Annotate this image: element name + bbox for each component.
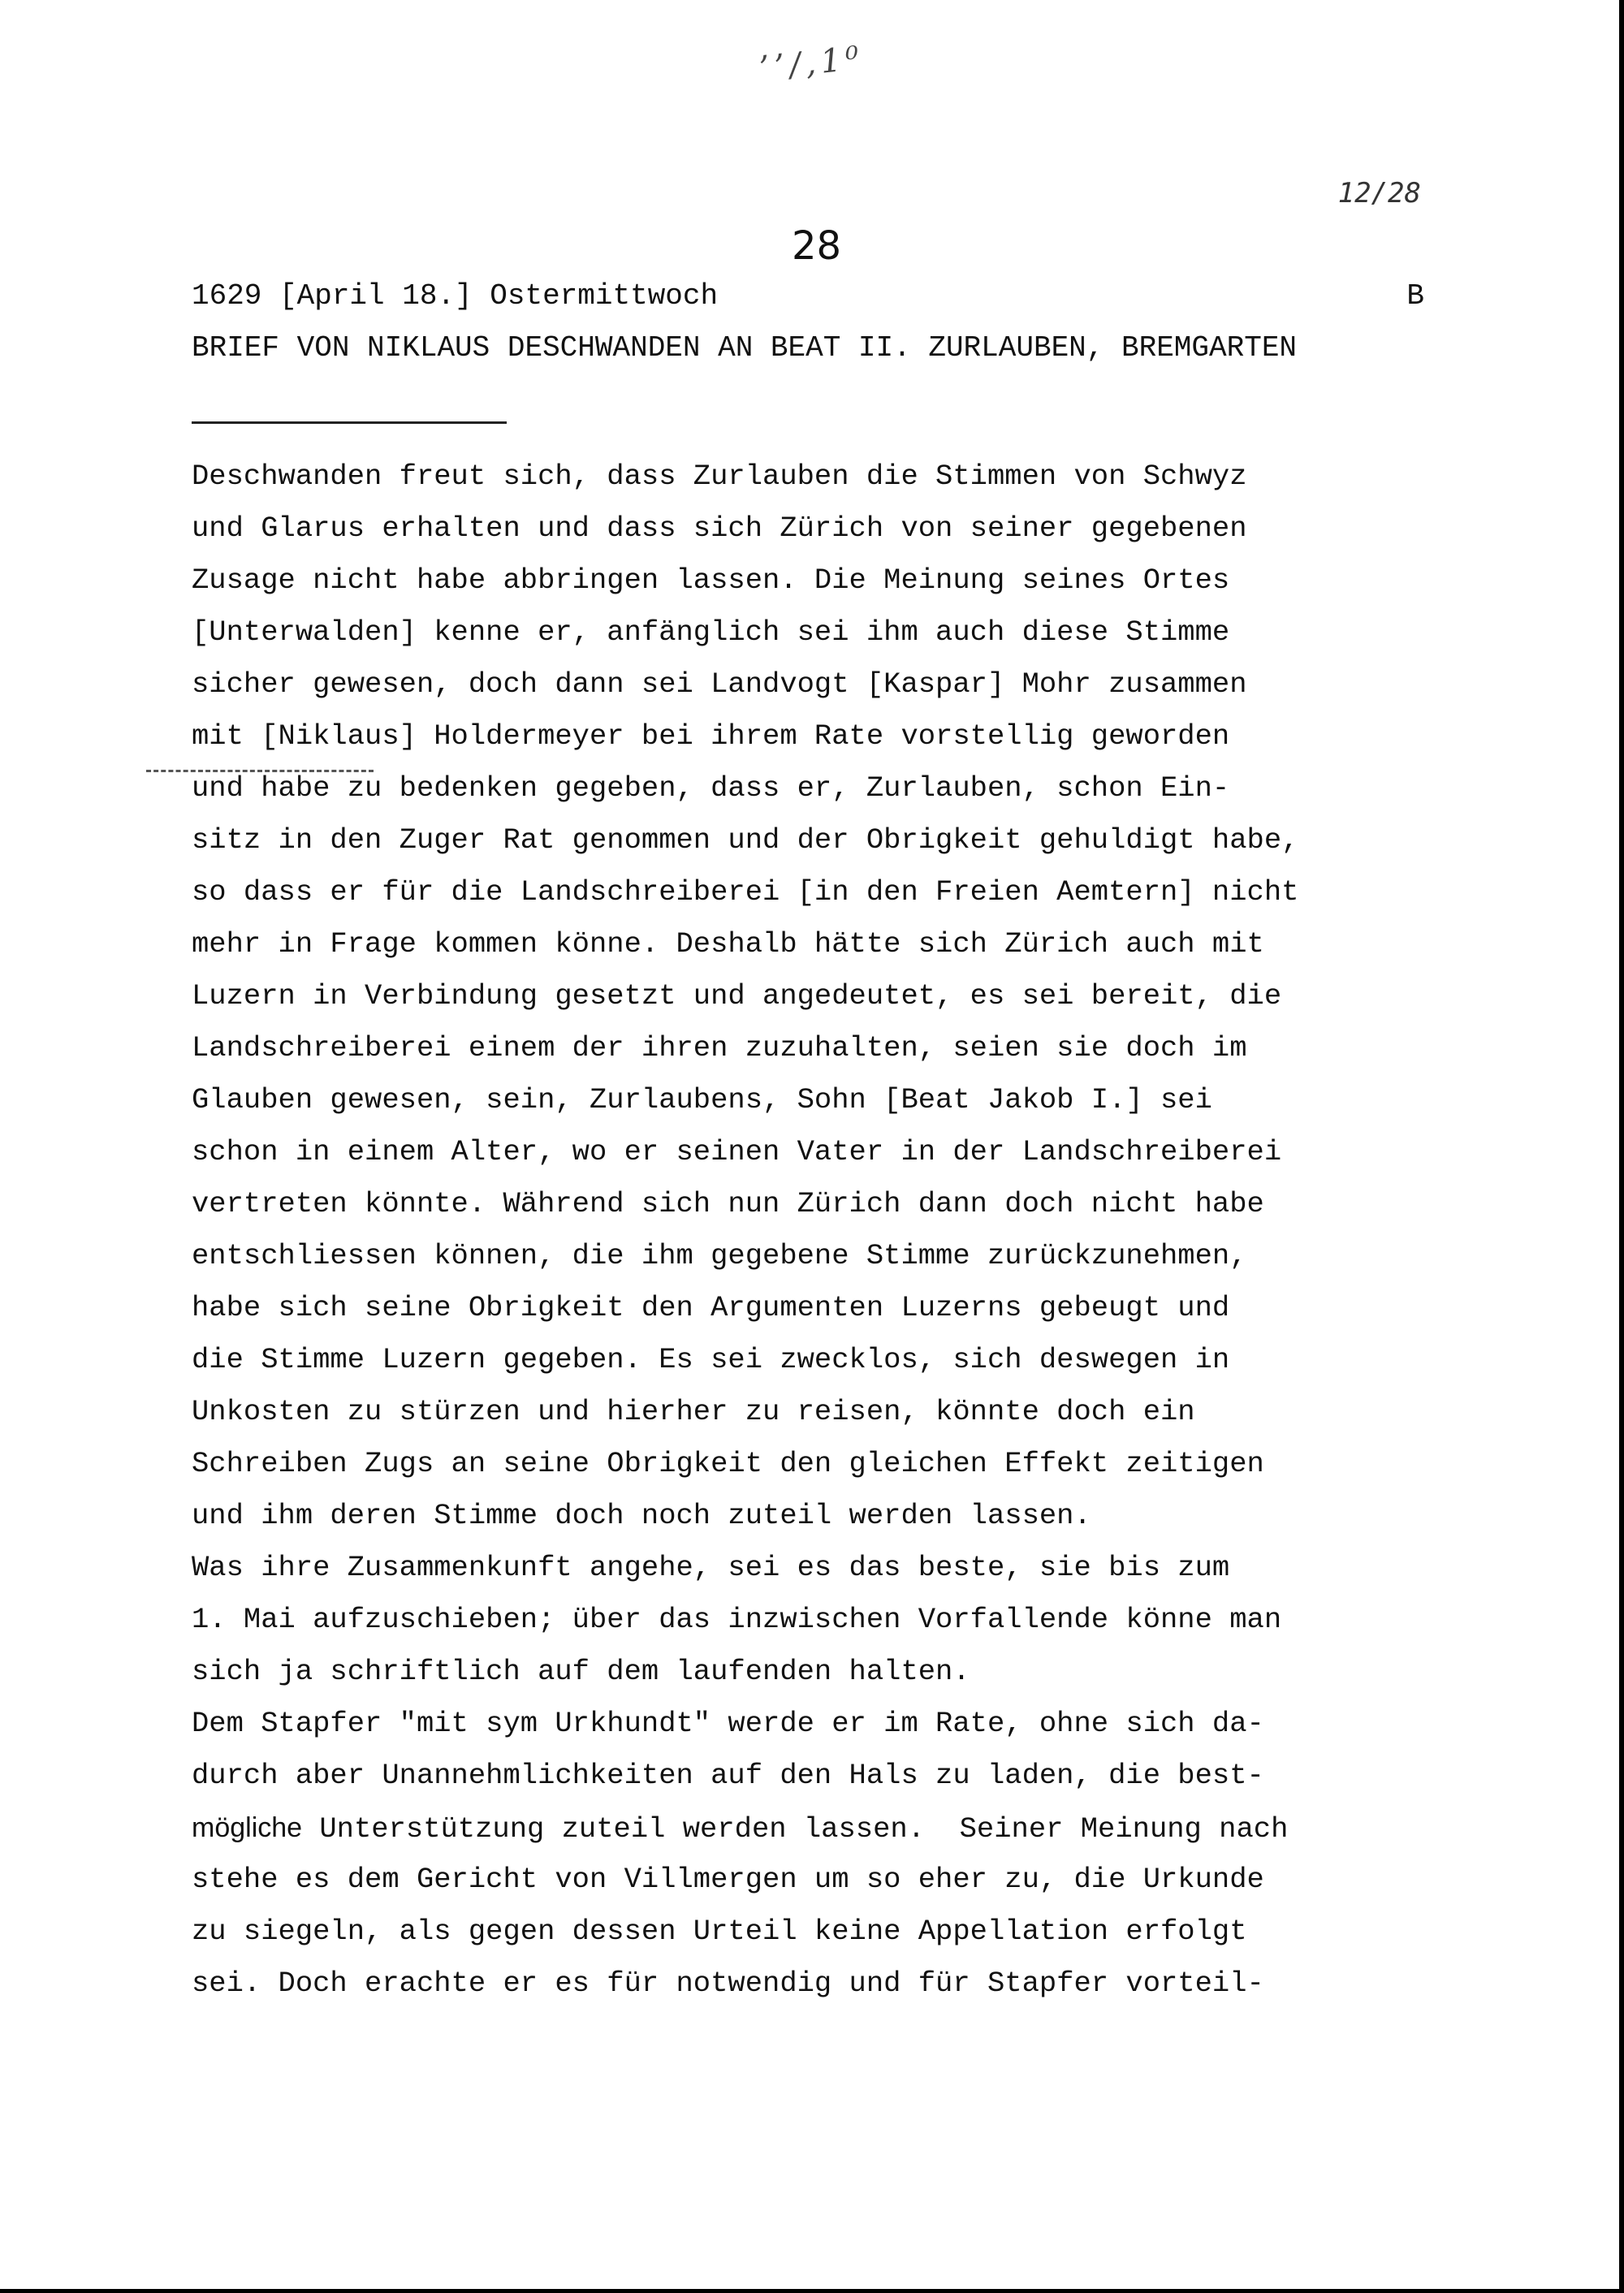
body-line: sitz in den Zuger Rat genommen und der Obrigkeit gehuldigt habe, [192, 823, 1299, 857]
body-line: und habe zu bedenken gegeben, dass er, Zurlauben, schon Ein- [192, 771, 1230, 805]
letter-summary [192, 451, 1450, 2010]
body-line: durch aber Unannehmlichkeiten auf den Hals zu laden, die best- [192, 1759, 1264, 1792]
body-line: mehr in Frage kommen könne. Deshalb hätte sich Zürich auch mit [192, 927, 1264, 961]
body-line-with-handwriting [192, 1802, 1450, 1854]
document-date: 1629 [April 18.] Ostermittwoch [192, 279, 719, 313]
document-title: BRIEF VON NIKLAUS DESCHWANDEN AN BEAT II. ZURLAUBEN, BREMGARTEN [192, 331, 1298, 365]
body-line: 1. Mai aufzuschieben; über das inzwischen Vorfallende könne man [192, 1603, 1282, 1636]
handwritten-insertion: mögliche [192, 1812, 303, 1843]
body-line: Deschwanden freut sich, dass Zurlauben die Stimmen von Schwyz [192, 460, 1247, 493]
body-line: und ihm deren Stimme doch noch zuteil werden lassen. [192, 1499, 1091, 1532]
body-line: so dass er für die Landschreiberei [in den Freien Aemtern] nicht [192, 875, 1299, 909]
scan-border-bottom [0, 2289, 1624, 2293]
document-number: 28 [792, 223, 842, 269]
body-line: habe sich seine Obrigkeit den Argumenten Luzerns gebeugt und [192, 1291, 1230, 1324]
scan-border-right [1619, 0, 1624, 2293]
body-line: die Stimme Luzern gegeben. Es sei zwecklos, sich deswegen in [192, 1343, 1230, 1376]
folio-number: 12/28 [1337, 177, 1421, 209]
body-line: zu siegeln, als gegen dessen Urteil keine Appellation erfolgt [192, 1915, 1247, 1948]
body-line: vertreten könnte. Während sich nun Zürich dann doch nicht habe [192, 1187, 1264, 1220]
body-line: Was ihre Zusammenkunft angehe, sei es das beste, sie bis zum [192, 1551, 1230, 1584]
body-line: und Glarus erhalten und dass sich Zürich von seiner gegebenen [192, 512, 1247, 545]
body-line: schon in einem Alter, wo er seinen Vater in der Landschreiberei [192, 1135, 1282, 1168]
body-line: Dem Stapfer "mit sym Urkhundt" werde er im Rate, ohne sich da- [192, 1707, 1264, 1740]
body-line: mit [Niklaus] Holdermeyer bei ihrem Rate vorstellig geworden [192, 719, 1230, 753]
body-line: sei. Doch erachte er es für notwendig und für Stapfer vorteil- [192, 1967, 1264, 2000]
body-line: [Unterwalden] kenne er, anfänglich sei ihm auch diese Stimme [192, 615, 1230, 649]
body-line: stehe es dem Gericht von Villmergen um so eher zu, die Urkunde [192, 1863, 1264, 1896]
document-category: B [1406, 279, 1424, 313]
body-line: sicher gewesen, doch dann sei Landvogt [Kaspar] Mohr zusammen [192, 667, 1247, 701]
body-line: Schreiben Zugs an seine Obrigkeit den gleichen Effekt zeitigen [192, 1447, 1264, 1480]
handwritten-archive-mark: ’’/,1⁰ [757, 39, 866, 88]
body-line-rest: Unterstützung zuteil werden lassen. Seiner Meinung nach [302, 1812, 1289, 1846]
body-line: Unkosten zu stürzen und hierher zu reisen, könnte doch ein [192, 1395, 1195, 1428]
body-line: Glauben gewesen, sein, Zurlaubens, Sohn [Beat Jakob I.] sei [192, 1083, 1212, 1116]
body-line: Luzern in Verbindung gesetzt und angedeutet, es sei bereit, die [192, 979, 1282, 1013]
body-line: sich ja schriftlich auf dem laufenden halten. [192, 1655, 970, 1688]
body-line: Landschreiberei einem der ihren zuzuhalten, seien sie doch im [192, 1031, 1247, 1064]
title-rule [192, 421, 507, 424]
body-line: Zusage nicht habe abbringen lassen. Die Meinung seines Ortes [192, 564, 1230, 597]
body-line: entschliessen können, die ihm gegebene Stimme zurückzunehmen, [192, 1239, 1247, 1272]
